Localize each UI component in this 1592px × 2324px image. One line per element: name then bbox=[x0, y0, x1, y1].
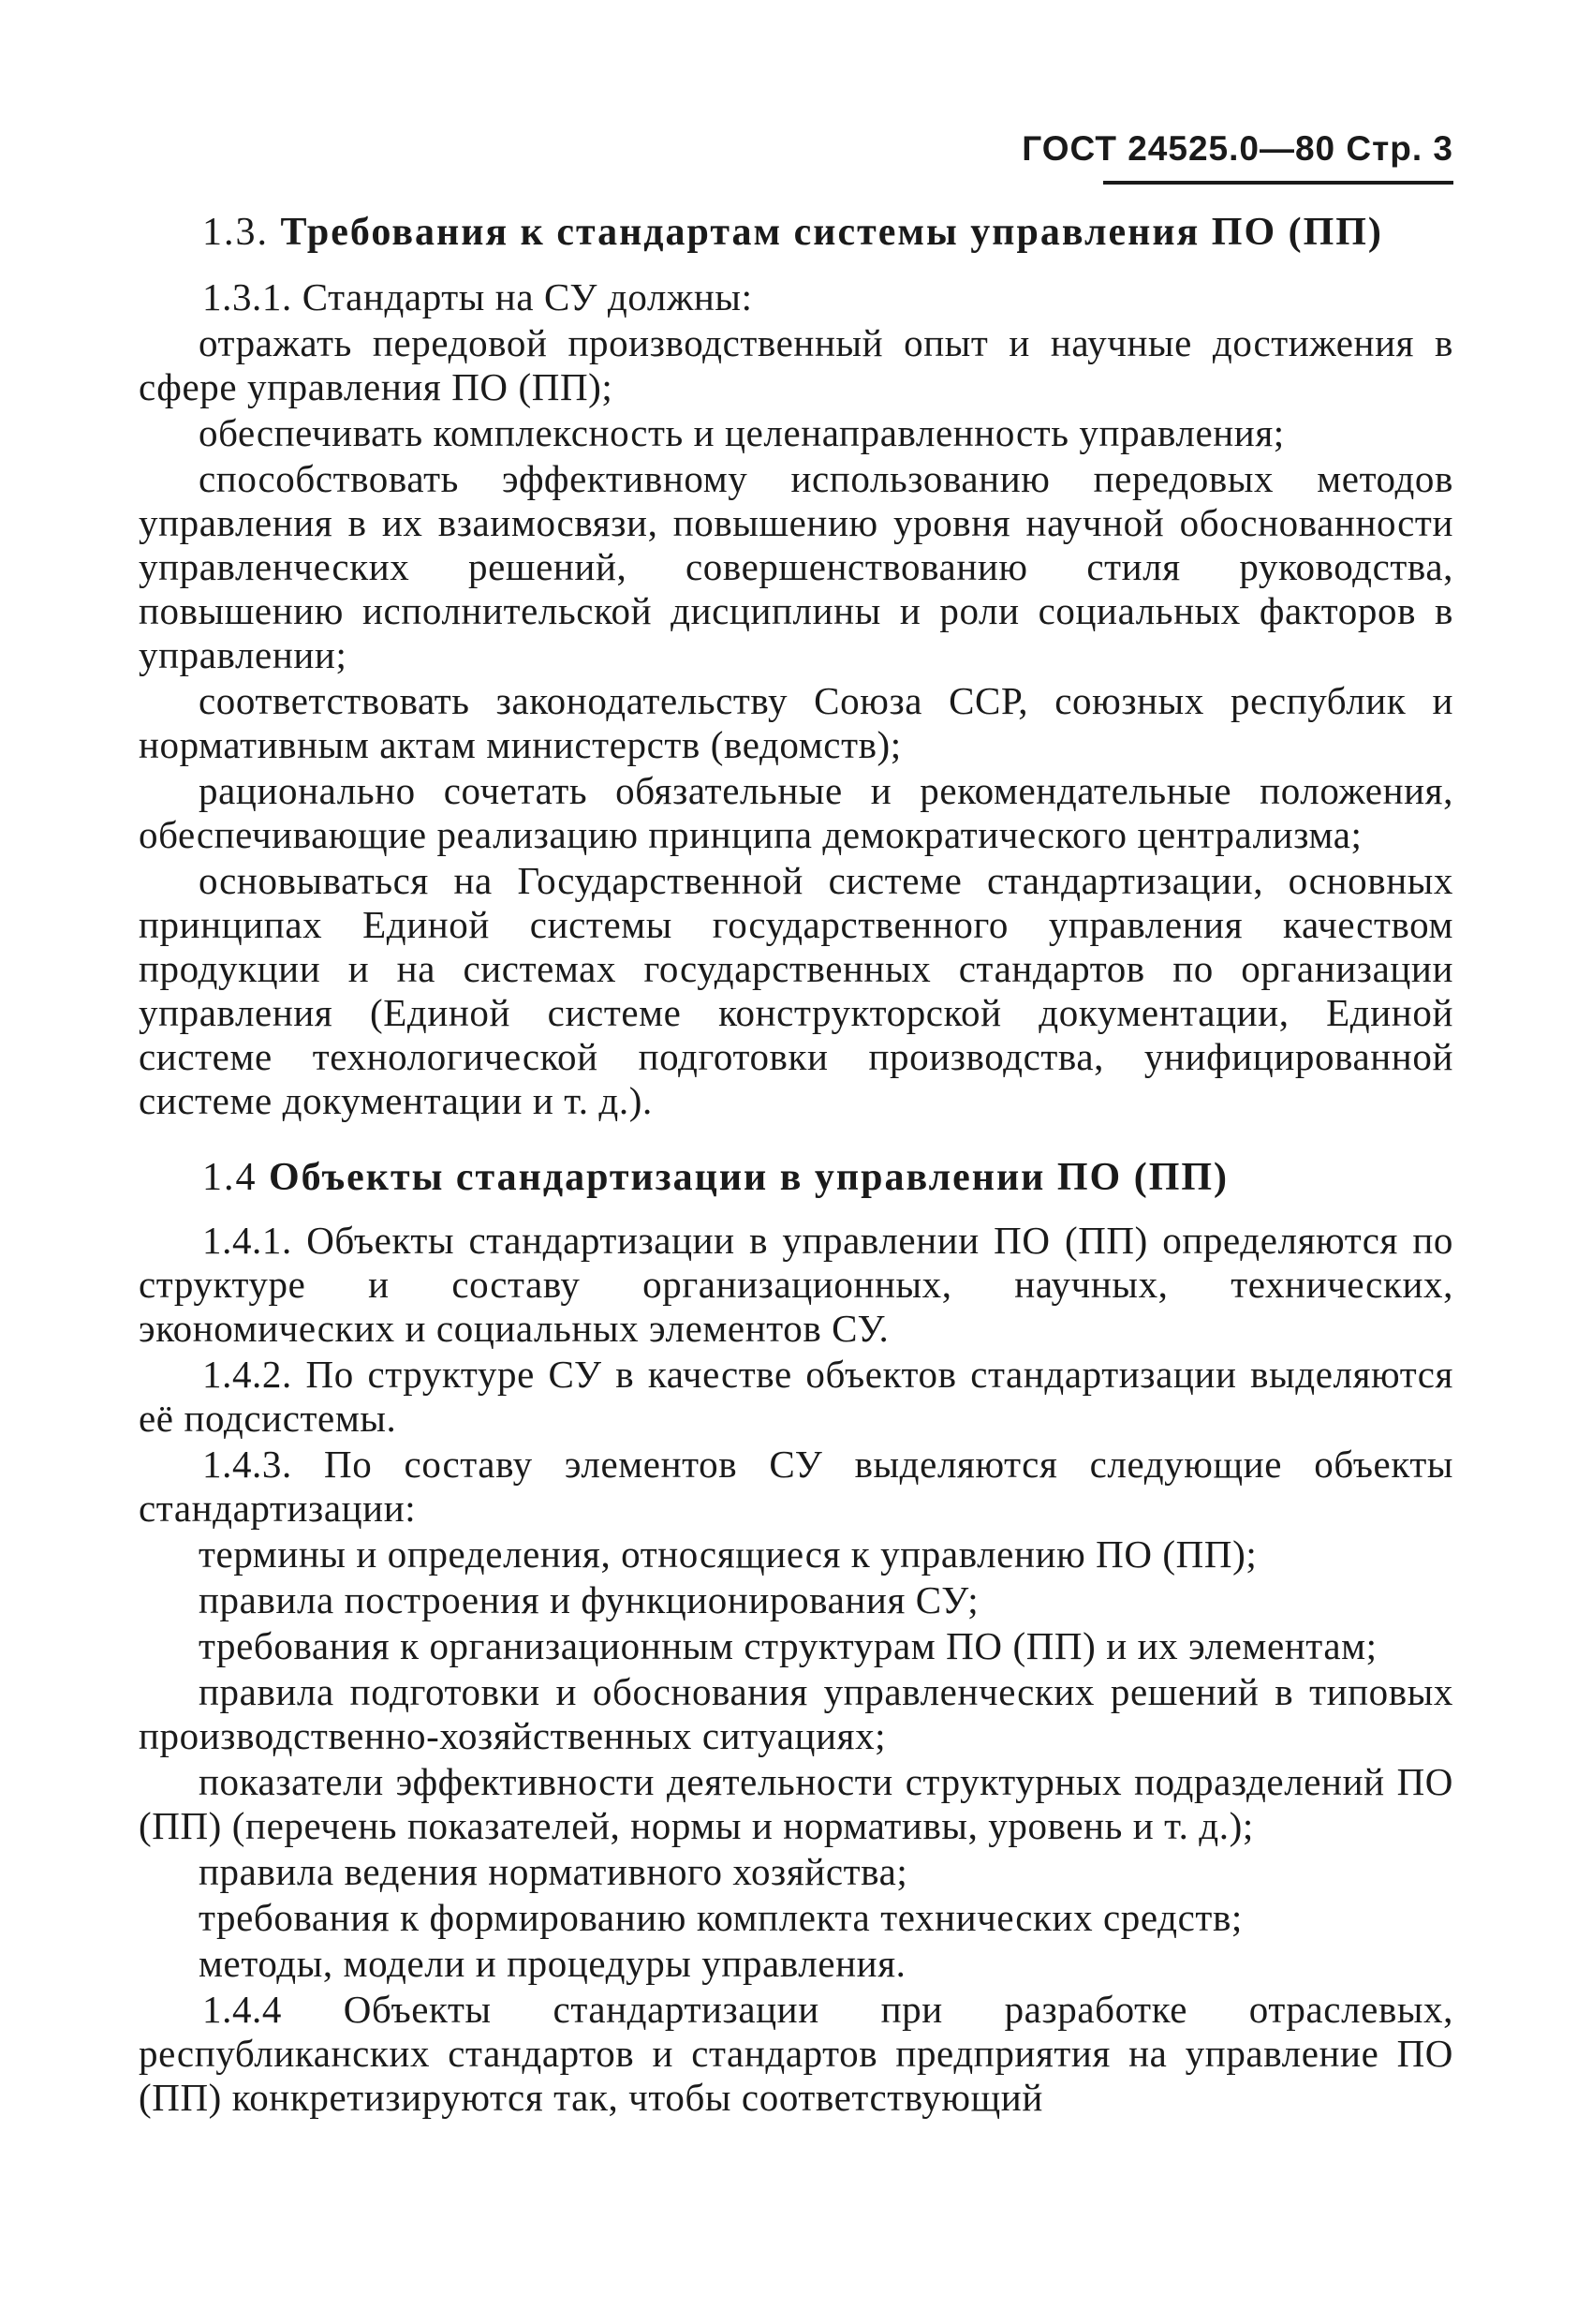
clause-1-4-1: 1.4.1. Объекты стандартизации в управлении ПО (ПП) определяются по структуре и составу организационных, научных, технических, экономических и социальных элементов СУ. bbox=[139, 1219, 1453, 1350]
page-content bbox=[139, 206, 1453, 2122]
list-item: методы, модели и процедуры управления. bbox=[199, 1942, 907, 1985]
list-item: способствовать эффективному использованию передовых методов управления в их взаимосвязи, повышению уровня научной обоснованности управленческих решений, совершенствованию стиля руководства, повышению исполнительской дисциплины и роли социальных факторов в управлении; bbox=[139, 457, 1453, 676]
clause-1-4-3: 1.4.3. По составу элементов СУ выделяются следующие объекты стандартизации: bbox=[139, 1443, 1453, 1530]
list-item: соответствовать законодательству Союза ССР, союзных республик и нормативным актам министерств (ведомств); bbox=[139, 679, 1453, 766]
list-item: рационально сочетать обязательные и рекомендательные положения, обеспечивающие реализацию принципа демократического централизма; bbox=[139, 769, 1453, 856]
list-item: правила построения и функционирования СУ; bbox=[199, 1578, 980, 1621]
clause-1-4-2: 1.4.2. По структуре СУ в качестве объектов стандартизации выделяются её подсистемы. bbox=[139, 1353, 1453, 1440]
section-heading-1-3 bbox=[202, 206, 1453, 259]
clause-1-4-4: 1.4.4 Объекты стандартизации при разработке отраслевых, республиканских стандартов и стандартов предприятия на управление ПО (ПП) конкретизируются так, чтобы соответствующий bbox=[139, 1988, 1453, 2119]
clause-1-3-1: 1.3.1. Стандарты на СУ должны: bbox=[202, 275, 753, 318]
section-number: 1.3. bbox=[202, 211, 269, 254]
list-item: правила ведения нормативного хозяйства; bbox=[199, 1850, 908, 1893]
list-item: отражать передовой производственный опыт и научные достижения в сфере управления ПО (ПП); bbox=[139, 321, 1453, 408]
list-item: показатели эффективности деятельности структурных подразделений ПО (ПП) (перечень показателей, нормы и нормативы, уровень и т. д.); bbox=[139, 1760, 1453, 1847]
list-item: термины и определения, относящиеся к управлению ПО (ПП); bbox=[199, 1532, 1258, 1576]
section-title: Объекты стандартизации в управлении ПО (ПП) bbox=[269, 1156, 1230, 1199]
header-underline bbox=[1103, 181, 1453, 185]
section-heading-1-4 bbox=[202, 1151, 1453, 1204]
list-item: требования к организационным структурам ПО (ПП) и их элементам; bbox=[199, 1624, 1378, 1667]
page-header: ГОСТ 24525.0—80 Стр. 3 bbox=[1022, 129, 1453, 168]
section-title: Требования к стандартам системы управления ПО (ПП) bbox=[280, 211, 1383, 254]
list-item: правила подготовки и обоснования управленческих решений в типовых производственно-хозяйственных ситуациях; bbox=[139, 1670, 1453, 1757]
list-item: обеспечивать комплексность и целенаправленность управления; bbox=[199, 411, 1285, 454]
list-item: требования к формированию комплекта технических средств; bbox=[199, 1896, 1243, 1939]
list-item: основываться на Государственной системе стандартизации, основных принципах Единой системы государственного управления качеством продукции и на системах государственных стандартов по организации управления (Единой системе конструкторской документации, Единой системе технологической подготовки производства, унифицированной системе документации и т. д.). bbox=[139, 859, 1453, 1122]
section-number: 1.4 bbox=[202, 1156, 258, 1199]
